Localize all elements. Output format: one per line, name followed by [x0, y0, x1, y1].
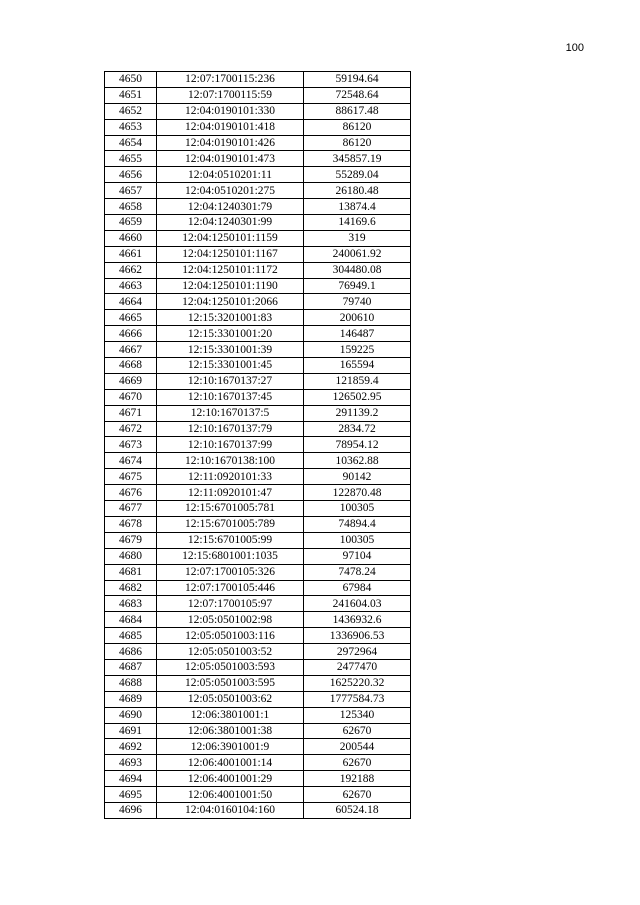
amount-cell: 72548.64 — [304, 87, 411, 103]
table-row — [105, 659, 411, 675]
cadastral-number-cell: 12:10:1670138:100 — [157, 453, 304, 469]
records-table-body — [105, 72, 411, 819]
table-row — [105, 358, 411, 374]
cadastral-number-cell: 12:11:0920101:33 — [157, 469, 304, 485]
record-number-cell: 4675 — [105, 469, 157, 485]
record-number-cell: 4694 — [105, 771, 157, 787]
record-number-cell: 4666 — [105, 326, 157, 342]
record-number-cell: 4686 — [105, 644, 157, 660]
record-number-cell: 4674 — [105, 453, 157, 469]
cadastral-number-cell: 12:10:1670137:79 — [157, 421, 304, 437]
table-row — [105, 151, 411, 167]
cadastral-number-cell: 12:04:0190101:473 — [157, 151, 304, 167]
record-number-cell: 4655 — [105, 151, 157, 167]
table-row — [105, 453, 411, 469]
record-number-cell: 4653 — [105, 119, 157, 135]
table-row — [105, 294, 411, 310]
table-row — [105, 548, 411, 564]
table-row — [105, 675, 411, 691]
record-number-cell: 4671 — [105, 405, 157, 421]
cadastral-number-cell: 12:04:0160104:160 — [157, 802, 304, 818]
record-number-cell: 4661 — [105, 246, 157, 262]
record-number-cell: 4664 — [105, 294, 157, 310]
cadastral-number-cell: 12:15:3301001:20 — [157, 326, 304, 342]
table-row — [105, 230, 411, 246]
record-number-cell: 4663 — [105, 278, 157, 294]
amount-cell: 62670 — [304, 755, 411, 771]
record-number-cell: 4662 — [105, 262, 157, 278]
table-row — [105, 516, 411, 532]
table-row — [105, 373, 411, 389]
amount-cell: 90142 — [304, 469, 411, 485]
table-row — [105, 310, 411, 326]
table-row — [105, 644, 411, 660]
table-row — [105, 787, 411, 803]
record-number-cell: 4657 — [105, 183, 157, 199]
cadastral-number-cell: 12:04:0190101:330 — [157, 103, 304, 119]
amount-cell: 26180.48 — [304, 183, 411, 199]
record-number-cell: 4681 — [105, 564, 157, 580]
amount-cell: 86120 — [304, 135, 411, 151]
table-row — [105, 167, 411, 183]
table-row — [105, 612, 411, 628]
record-number-cell: 4652 — [105, 103, 157, 119]
cadastral-number-cell: 12:10:1670137:27 — [157, 373, 304, 389]
amount-cell: 79740 — [304, 294, 411, 310]
record-number-cell: 4656 — [105, 167, 157, 183]
amount-cell: 200610 — [304, 310, 411, 326]
amount-cell: 2477470 — [304, 659, 411, 675]
cadastral-number-cell: 12:15:6701005:781 — [157, 501, 304, 517]
amount-cell: 86120 — [304, 119, 411, 135]
cadastral-number-cell: 12:05:0501003:116 — [157, 628, 304, 644]
amount-cell: 14169.6 — [304, 215, 411, 231]
record-number-cell: 4659 — [105, 215, 157, 231]
table-row — [105, 771, 411, 787]
amount-cell: 2834.72 — [304, 421, 411, 437]
record-number-cell: 4687 — [105, 659, 157, 675]
cadastral-number-cell: 12:04:1250101:1172 — [157, 262, 304, 278]
amount-cell: 159225 — [304, 342, 411, 358]
amount-cell: 200544 — [304, 739, 411, 755]
record-number-cell: 4654 — [105, 135, 157, 151]
amount-cell: 100305 — [304, 532, 411, 548]
amount-cell: 345857.19 — [304, 151, 411, 167]
record-number-cell: 4679 — [105, 532, 157, 548]
cadastral-number-cell: 12:15:6801001:1035 — [157, 548, 304, 564]
cadastral-number-cell: 12:07:1700105:326 — [157, 564, 304, 580]
amount-cell: 74894.4 — [304, 516, 411, 532]
table-row — [105, 580, 411, 596]
amount-cell: 55289.04 — [304, 167, 411, 183]
amount-cell: 78954.12 — [304, 437, 411, 453]
record-number-cell: 4673 — [105, 437, 157, 453]
table-row — [105, 501, 411, 517]
cadastral-number-cell: 12:07:1700115:59 — [157, 87, 304, 103]
table-row — [105, 119, 411, 135]
record-number-cell: 4677 — [105, 501, 157, 517]
amount-cell: 291139.2 — [304, 405, 411, 421]
table-row — [105, 342, 411, 358]
cadastral-number-cell: 12:15:3301001:45 — [157, 358, 304, 374]
table-row — [105, 469, 411, 485]
cadastral-number-cell: 12:15:3201001:83 — [157, 310, 304, 326]
table-row — [105, 437, 411, 453]
record-number-cell: 4690 — [105, 707, 157, 723]
cadastral-number-cell: 12:04:0190101:426 — [157, 135, 304, 151]
record-number-cell: 4682 — [105, 580, 157, 596]
table-row — [105, 389, 411, 405]
cadastral-number-cell: 12:06:3801001:1 — [157, 707, 304, 723]
amount-cell: 100305 — [304, 501, 411, 517]
record-number-cell: 4695 — [105, 787, 157, 803]
cadastral-number-cell: 12:04:0190101:418 — [157, 119, 304, 135]
table-row — [105, 183, 411, 199]
page-number: 100 — [565, 42, 584, 54]
amount-cell: 62670 — [304, 723, 411, 739]
table-row — [105, 199, 411, 215]
cadastral-number-cell: 12:06:4001001:50 — [157, 787, 304, 803]
cadastral-number-cell: 12:06:3801001:38 — [157, 723, 304, 739]
record-number-cell: 4658 — [105, 199, 157, 215]
records-table — [104, 71, 411, 819]
cadastral-number-cell: 12:04:0510201:275 — [157, 183, 304, 199]
table-row — [105, 135, 411, 151]
amount-cell: 2972964 — [304, 644, 411, 660]
amount-cell: 126502.95 — [304, 389, 411, 405]
amount-cell: 7478.24 — [304, 564, 411, 580]
cadastral-number-cell: 12:11:0920101:47 — [157, 485, 304, 501]
table-row — [105, 326, 411, 342]
amount-cell: 10362.88 — [304, 453, 411, 469]
amount-cell: 1777584.73 — [304, 691, 411, 707]
cadastral-number-cell: 12:04:1250101:1159 — [157, 230, 304, 246]
cadastral-number-cell: 12:05:0501003:593 — [157, 659, 304, 675]
cadastral-number-cell: 12:10:1670137:5 — [157, 405, 304, 421]
amount-cell: 146487 — [304, 326, 411, 342]
amount-cell: 319 — [304, 230, 411, 246]
table-row — [105, 278, 411, 294]
amount-cell: 13874.4 — [304, 199, 411, 215]
record-number-cell: 4660 — [105, 230, 157, 246]
cadastral-number-cell: 12:07:1700115:236 — [157, 72, 304, 88]
cadastral-number-cell: 12:07:1700105:446 — [157, 580, 304, 596]
amount-cell: 67984 — [304, 580, 411, 596]
cadastral-number-cell: 12:06:4001001:29 — [157, 771, 304, 787]
record-number-cell: 4650 — [105, 72, 157, 88]
cadastral-number-cell: 12:15:6701005:99 — [157, 532, 304, 548]
table-row — [105, 564, 411, 580]
table-row — [105, 405, 411, 421]
table-row — [105, 103, 411, 119]
record-number-cell: 4668 — [105, 358, 157, 374]
cadastral-number-cell: 12:07:1700105:97 — [157, 596, 304, 612]
cadastral-number-cell: 12:04:1240301:79 — [157, 199, 304, 215]
table-row — [105, 215, 411, 231]
amount-cell: 122870.48 — [304, 485, 411, 501]
record-number-cell: 4665 — [105, 310, 157, 326]
table-row — [105, 628, 411, 644]
table-row — [105, 802, 411, 818]
amount-cell: 241604.03 — [304, 596, 411, 612]
cadastral-number-cell: 12:15:6701005:789 — [157, 516, 304, 532]
amount-cell: 62670 — [304, 787, 411, 803]
amount-cell: 60524.18 — [304, 802, 411, 818]
record-number-cell: 4676 — [105, 485, 157, 501]
cadastral-number-cell: 12:10:1670137:45 — [157, 389, 304, 405]
table-row — [105, 72, 411, 88]
amount-cell: 1436932.6 — [304, 612, 411, 628]
record-number-cell: 4689 — [105, 691, 157, 707]
table-row — [105, 485, 411, 501]
record-number-cell: 4693 — [105, 755, 157, 771]
table-row — [105, 755, 411, 771]
amount-cell: 97104 — [304, 548, 411, 564]
cadastral-number-cell: 12:04:1250101:1167 — [157, 246, 304, 262]
table-row — [105, 739, 411, 755]
amount-cell: 304480.08 — [304, 262, 411, 278]
record-number-cell: 4685 — [105, 628, 157, 644]
record-number-cell: 4688 — [105, 675, 157, 691]
cadastral-number-cell: 12:04:1250101:1190 — [157, 278, 304, 294]
record-number-cell: 4670 — [105, 389, 157, 405]
record-number-cell: 4669 — [105, 373, 157, 389]
amount-cell: 165594 — [304, 358, 411, 374]
cadastral-number-cell: 12:10:1670137:99 — [157, 437, 304, 453]
amount-cell: 192188 — [304, 771, 411, 787]
cadastral-number-cell: 12:06:3901001:9 — [157, 739, 304, 755]
record-number-cell: 4684 — [105, 612, 157, 628]
record-number-cell: 4692 — [105, 739, 157, 755]
record-number-cell: 4672 — [105, 421, 157, 437]
table-row — [105, 421, 411, 437]
record-number-cell: 4696 — [105, 802, 157, 818]
table-row — [105, 723, 411, 739]
amount-cell: 1336906.53 — [304, 628, 411, 644]
table-row — [105, 596, 411, 612]
amount-cell: 1625220.32 — [304, 675, 411, 691]
table-row — [105, 707, 411, 723]
amount-cell: 240061.92 — [304, 246, 411, 262]
table-row — [105, 262, 411, 278]
amount-cell: 125340 — [304, 707, 411, 723]
cadastral-number-cell: 12:04:0510201:11 — [157, 167, 304, 183]
amount-cell: 88617.48 — [304, 103, 411, 119]
cadastral-number-cell: 12:04:1240301:99 — [157, 215, 304, 231]
cadastral-number-cell: 12:05:0501002:98 — [157, 612, 304, 628]
cadastral-number-cell: 12:05:0501003:52 — [157, 644, 304, 660]
table-row — [105, 691, 411, 707]
record-number-cell: 4667 — [105, 342, 157, 358]
amount-cell: 76949.1 — [304, 278, 411, 294]
record-number-cell: 4691 — [105, 723, 157, 739]
record-number-cell: 4683 — [105, 596, 157, 612]
cadastral-number-cell: 12:04:1250101:2066 — [157, 294, 304, 310]
amount-cell: 121859.4 — [304, 373, 411, 389]
cadastral-number-cell: 12:06:4001001:14 — [157, 755, 304, 771]
cadastral-number-cell: 12:05:0501003:62 — [157, 691, 304, 707]
record-number-cell: 4651 — [105, 87, 157, 103]
cadastral-number-cell: 12:05:0501003:595 — [157, 675, 304, 691]
record-number-cell: 4680 — [105, 548, 157, 564]
cadastral-number-cell: 12:15:3301001:39 — [157, 342, 304, 358]
amount-cell: 59194.64 — [304, 72, 411, 88]
table-row — [105, 532, 411, 548]
table-row — [105, 87, 411, 103]
record-number-cell: 4678 — [105, 516, 157, 532]
table-row — [105, 246, 411, 262]
